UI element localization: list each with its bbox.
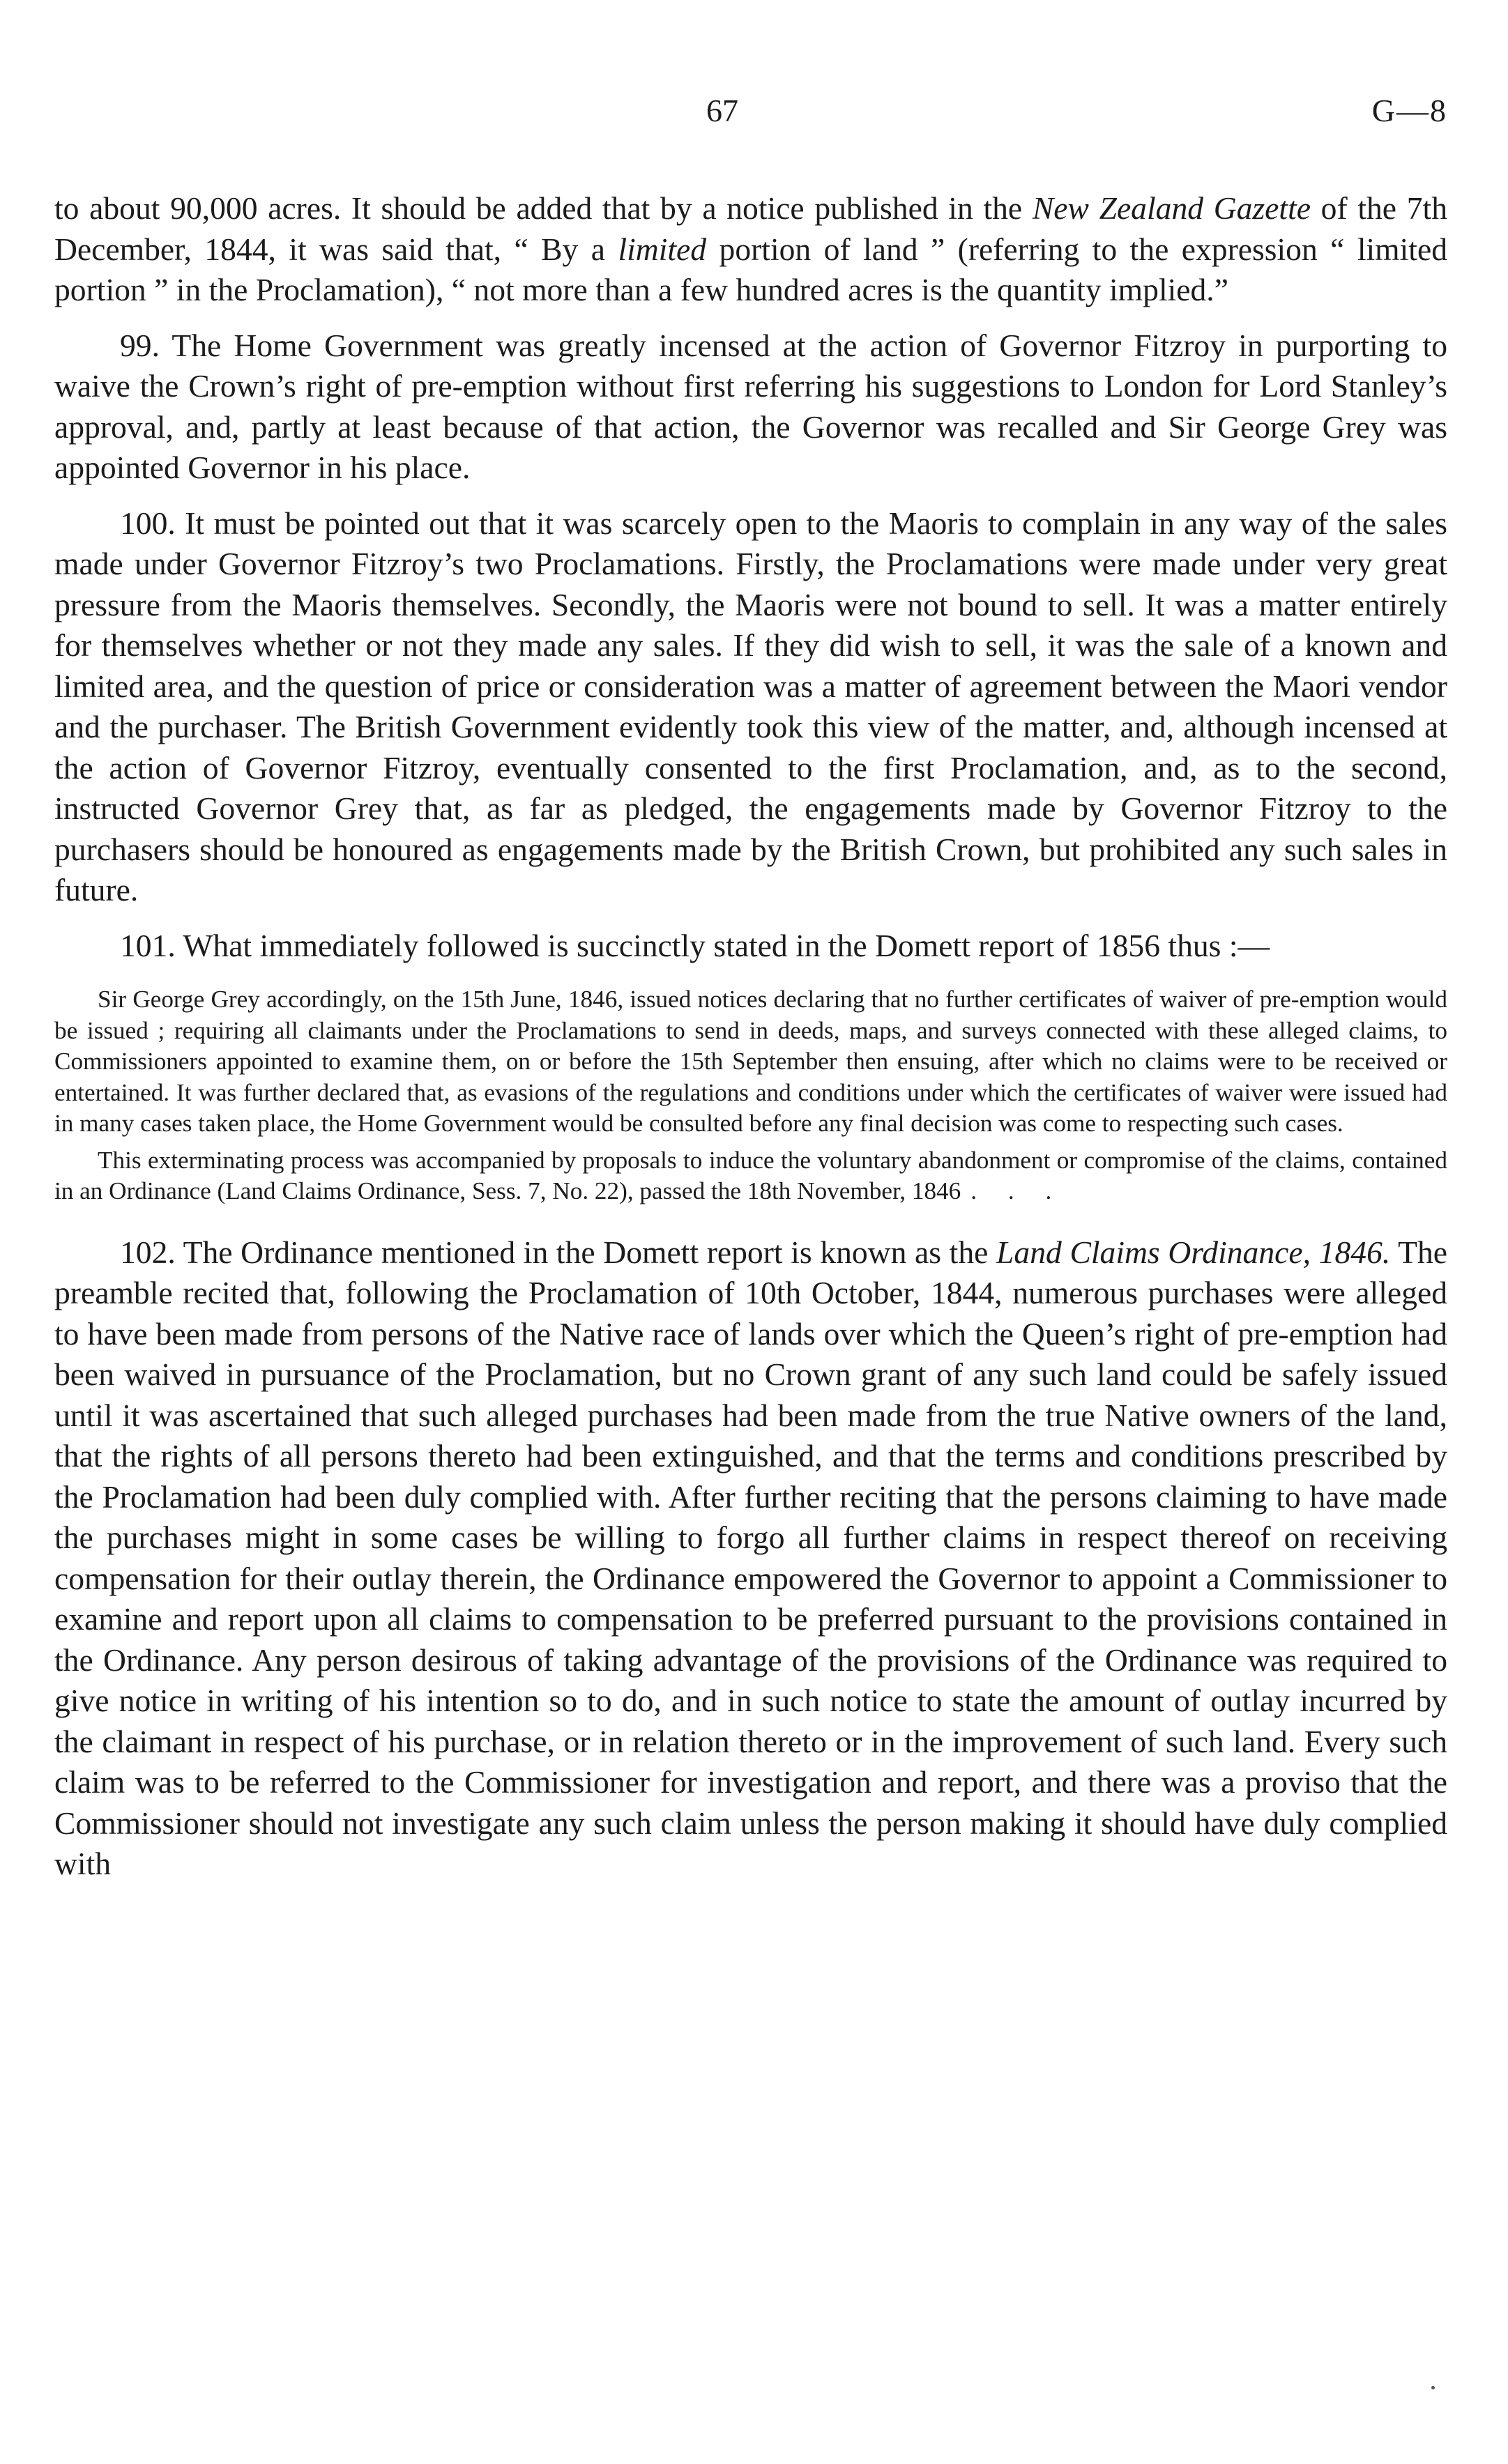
- text-run: 102. The Ordinance mentioned in the Domett report is known as the: [120, 1234, 997, 1270]
- paragraph-99: [54, 326, 1447, 489]
- text-run: portion of land ” (referring to the expression “ limited portion ” in the Proclamation), “ not more than a few hundred acres is the quantity implied.”: [54, 231, 1447, 307]
- quote-text: This exterminating process was accompanied by proposals to induce the voluntary abandonment or compromise of the claims, contained in an Ordinance (Land Claims Ordinance, Sess. 7, No. 22), passed the 18th November, 1846: [54, 1146, 1447, 1204]
- block-quote-1: [54, 984, 1447, 1140]
- italic-run: Land Claims Ordinance, 1846.: [996, 1234, 1391, 1270]
- block-quote-2: [54, 1145, 1447, 1207]
- ellipsis: . . .: [970, 1177, 1065, 1204]
- quote-text: Sir George Grey accordingly, on the 15th June, 1846, issued notices declaring that no further certificates of waiver of pre-emption would be issued ; requiring all claimants under the Proclamations to send in deeds, maps, and surveys connected with these alleged claims, to Commissioners appointed to examine them, on or before the 15th September then ensuing, after which no claims were to be received or entertained. It was further declared that, as evasions of the regulations and conditions under which the certificates of waiver were issued had in many cases taken place, the Home Government would be consulted before any final decision was come to respecting such cases.: [54, 986, 1447, 1137]
- italic-run: limited: [618, 231, 707, 267]
- page-number: 67: [706, 93, 738, 128]
- text-run: 101. What immediately followed is succinctly stated in the Domett report of 1856 thus :—: [120, 927, 1270, 963]
- italic-run: New Zealand Gazette: [1032, 190, 1311, 226]
- text-run: The preamble recited that, following the Proclamation of 10th October, 1844, numerous purchases were alleged to have been made from persons of the Native race of lands over which the Queen’s right of pre-emption had been waived in pursuance of the Proclamation, but no Crown grant of any such land could be safely issued until it was ascertained that such alleged purchases had been made from the true Native owners of the land, that the rights of all persons thereto had been extinguished, and that the terms and conditions prescribed by the Proclamation had been duly complied with. After further reciting that the persons claiming to have made the purchases might in some cases be willing to forgo all further claims in respect thereof on receiving compensation for their outlay therein, the Ordinance empowered the Governor to appoint a Commissioner to examine and report upon all claims to compensation to be preferred pursuant to the provisions contained in the Ordinance. Any person desirous of taking advantage of the provisions of the Ordinance was required to give notice in writing of his intention so to do, and in such notice to state the amount of outlay incurred by the claimant in respect of his purchase, or in relation thereto or in the improvement of such land. Every such claim was to be referred to the Commissioner for investigation and report, and there was a proviso that the Commissioner should not investigate any such claim unless the person making it should have duly complied with: [54, 1234, 1447, 1881]
- paragraph-101: [54, 926, 1447, 967]
- page-header: [54, 92, 1447, 134]
- paragraph-100: [54, 503, 1447, 911]
- text-run: of the 7th December, 1844, it was said that, “ By a: [54, 190, 1447, 267]
- document-code: G—8: [1371, 93, 1447, 128]
- text-run: 100. It must be pointed out that it was scarcely open to the Maoris to complain in any way of the sales made under Governor Fitzroy’s two Proclamations. Firstly, the Proclamations were made under very great pressure from the Maoris themselves. Secondly, the Maoris were not bound to sell. It was a matter entirely for themselves whether or not they made any sales. If they did wish to sell, it was the sale of a known and limited area, and the question of price or consideration was a matter of agreement between the Maori vendor and the purchaser. The British Government evidently took this view of the matter, and, although incensed at the action of Governor Fitzroy, eventually consented to the first Proclamation, and, as to the second, instructed Governor Grey that, as far as pledged, the engagements made by Governor Fitzroy to the purchasers should be honoured as engagements made by the British Crown, but prohibited any such sales in future.: [54, 505, 1447, 908]
- scan-speck: [1431, 2386, 1435, 2389]
- paragraph-continuation: [54, 188, 1447, 311]
- body-text: [54, 188, 1447, 1885]
- paragraph-102: [54, 1232, 1447, 1885]
- text-run: to about 90,000 acres. It should be added that by a notice published in the: [54, 190, 1033, 226]
- text-run: 99. The Home Government was greatly incensed at the action of Governor Fitzroy in purporting to waive the Crown’s right of pre-emption without first referring his suggestions to London for Lord Stanley’s approval, and, partly at least because of that action, the Governor was recalled and Sir George Grey was appointed Governor in his place.: [54, 327, 1447, 485]
